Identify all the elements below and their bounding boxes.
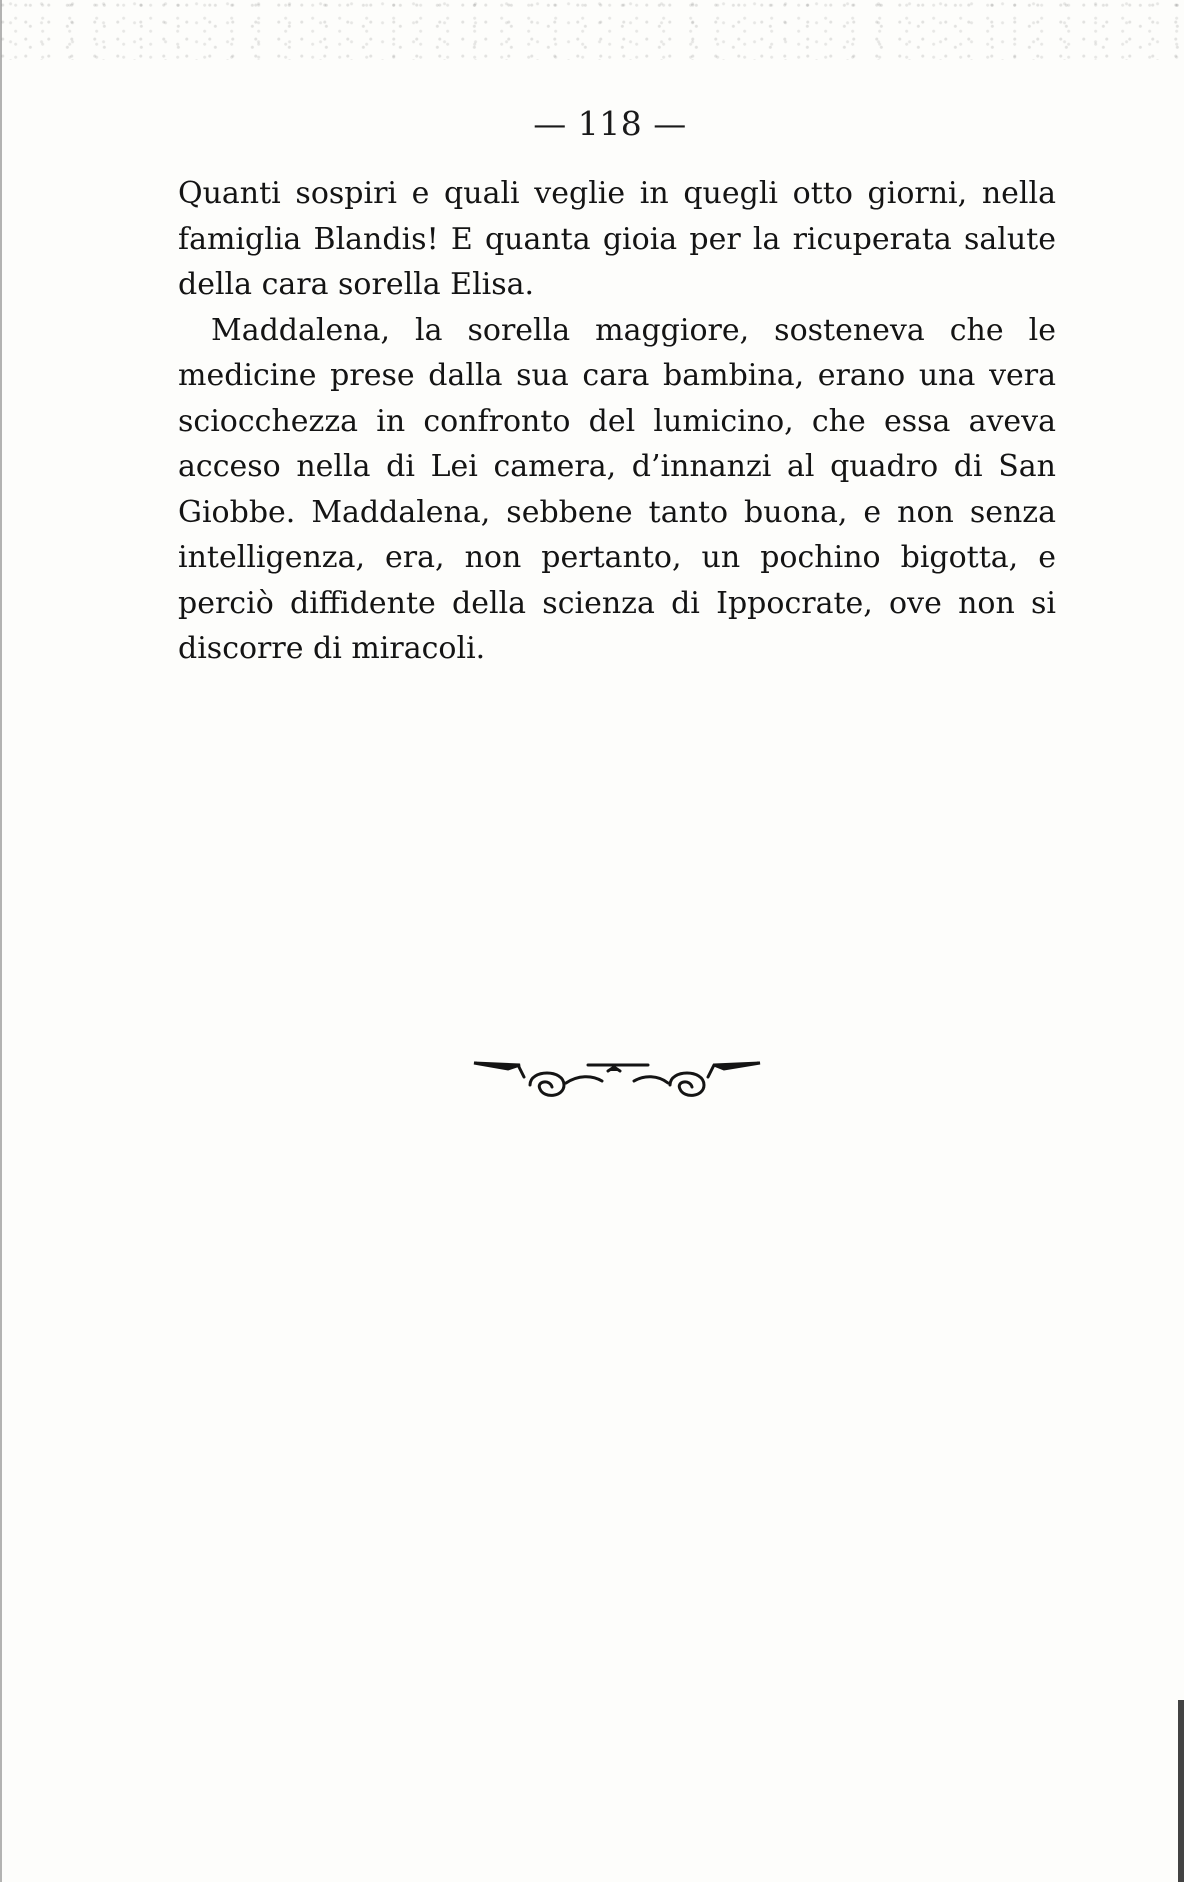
page-right-edge bbox=[1178, 1700, 1184, 1882]
page-left-edge bbox=[0, 0, 10, 1882]
page-number: — 118 — bbox=[533, 104, 687, 143]
paragraph-2: Maddalena, la sorella maggiore, sosteneva che le medicine prese dalla sua cara bambina, erano una vera sciocchezza in confronto del lumicino, che essa aveva acceso nella di Lei camera, d’innanzi al quadro di San Giobbe. Maddalena, sebbene tanto buona, e non senza intelligenza, era, non pertanto, un pochino bigotta, e perciò diffidente della scienza di Ippocrate, ove non si discorre di miracoli. bbox=[178, 312, 1056, 666]
paper-speckle bbox=[0, 0, 1184, 60]
fleuron-divider-icon bbox=[468, 1055, 766, 1105]
paragraph-1: Quanti sospiri e quali veglie in quegli otto giorni, nella famiglia Blandis! E quanta gioia per la ricuperata salute della cara sorella Elisa. bbox=[178, 176, 1056, 302]
body-text bbox=[178, 171, 1056, 672]
